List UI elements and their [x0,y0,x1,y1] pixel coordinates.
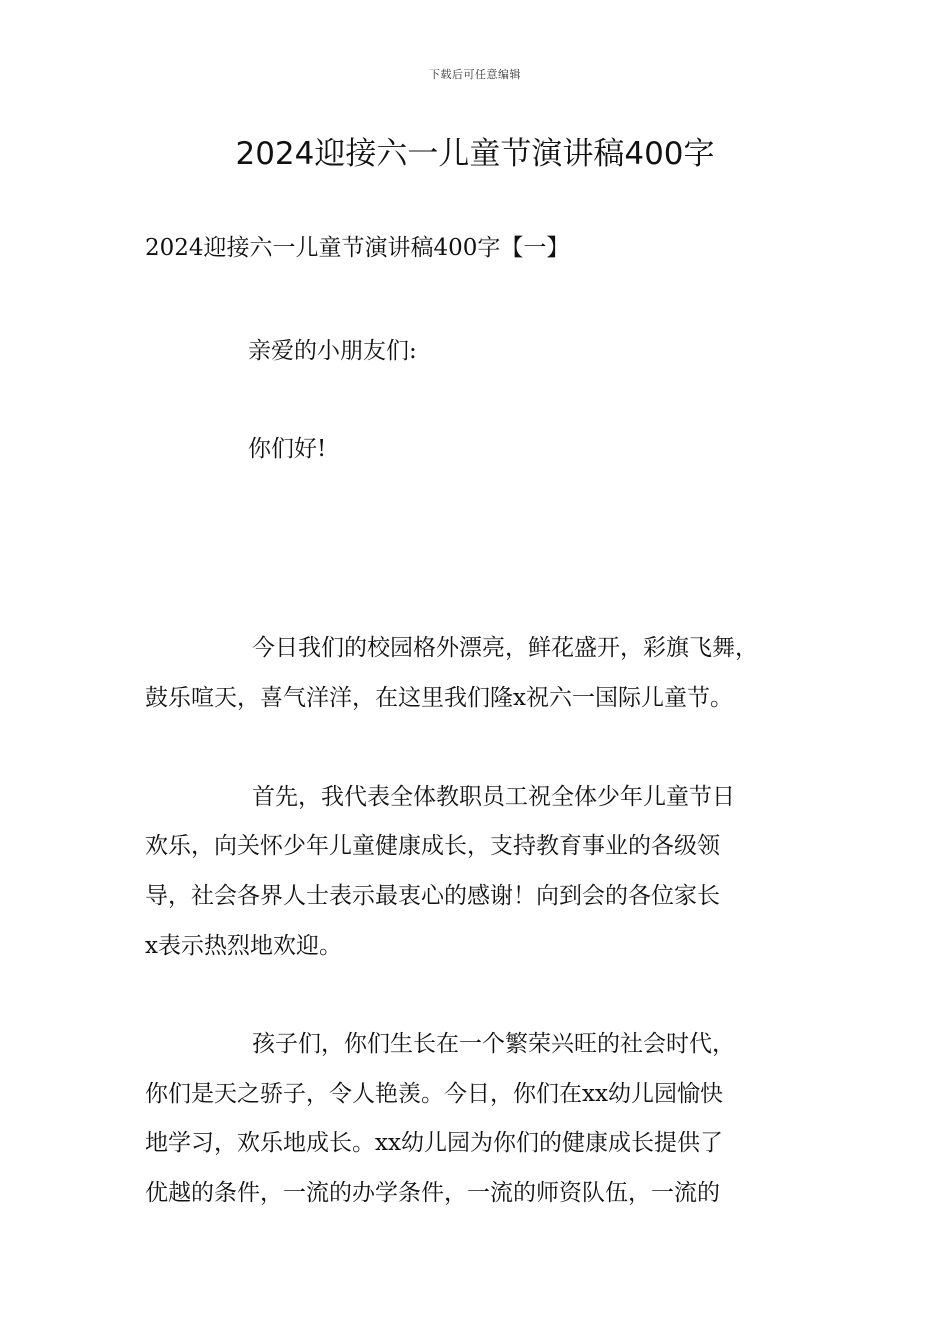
header-note: 下载后可任意编辑 [429,68,521,81]
paragraph-1-line-1: 今日我们的校园格外漂亮，鲜花盛开，彩旗飞舞， [252,635,758,661]
paragraph-3-line-1: 孩子们，你们生长在一个繁荣兴旺的社会时代， [252,1031,735,1057]
paragraph-3-line-3: 地学习，欢乐地成长。xx幼儿园为你们的健康成长提供了 [145,1130,723,1156]
paragraph-2-line-4: x表示热烈地欢迎。 [145,933,342,959]
salutation: 亲爱的小朋友们: [248,338,417,364]
greeting: 你们好! [248,436,327,462]
paragraph-1-line-2: 鼓乐喧天，喜气洋洋，在这里我们隆x祝六一国际儿童节。 [145,685,733,711]
paragraph-2-line-2: 欢乐，向关怀少年儿童健康成长，支持教育事业的各级领 [145,833,720,859]
paragraph-3-line-2: 你们是天之骄子，令人艳羡。今日，你们在xx幼儿园愉快 [145,1081,723,1107]
section-heading: 2024迎接六一儿童节演讲稿400字【一】 [145,235,570,261]
paragraph-3-line-4: 优越的条件，一流的办学条件，一流的师资队伍，一流的 [145,1180,720,1206]
paragraph-2-line-1: 首先，我代表全体教职员工祝全体少年儿童节日 [252,784,735,810]
document-title: 2024迎接六一儿童节演讲稿400字 [235,136,715,172]
paragraph-2-line-3: 导，社会各界人士表示最衷心的感谢！向到会的各位家长 [145,883,720,909]
